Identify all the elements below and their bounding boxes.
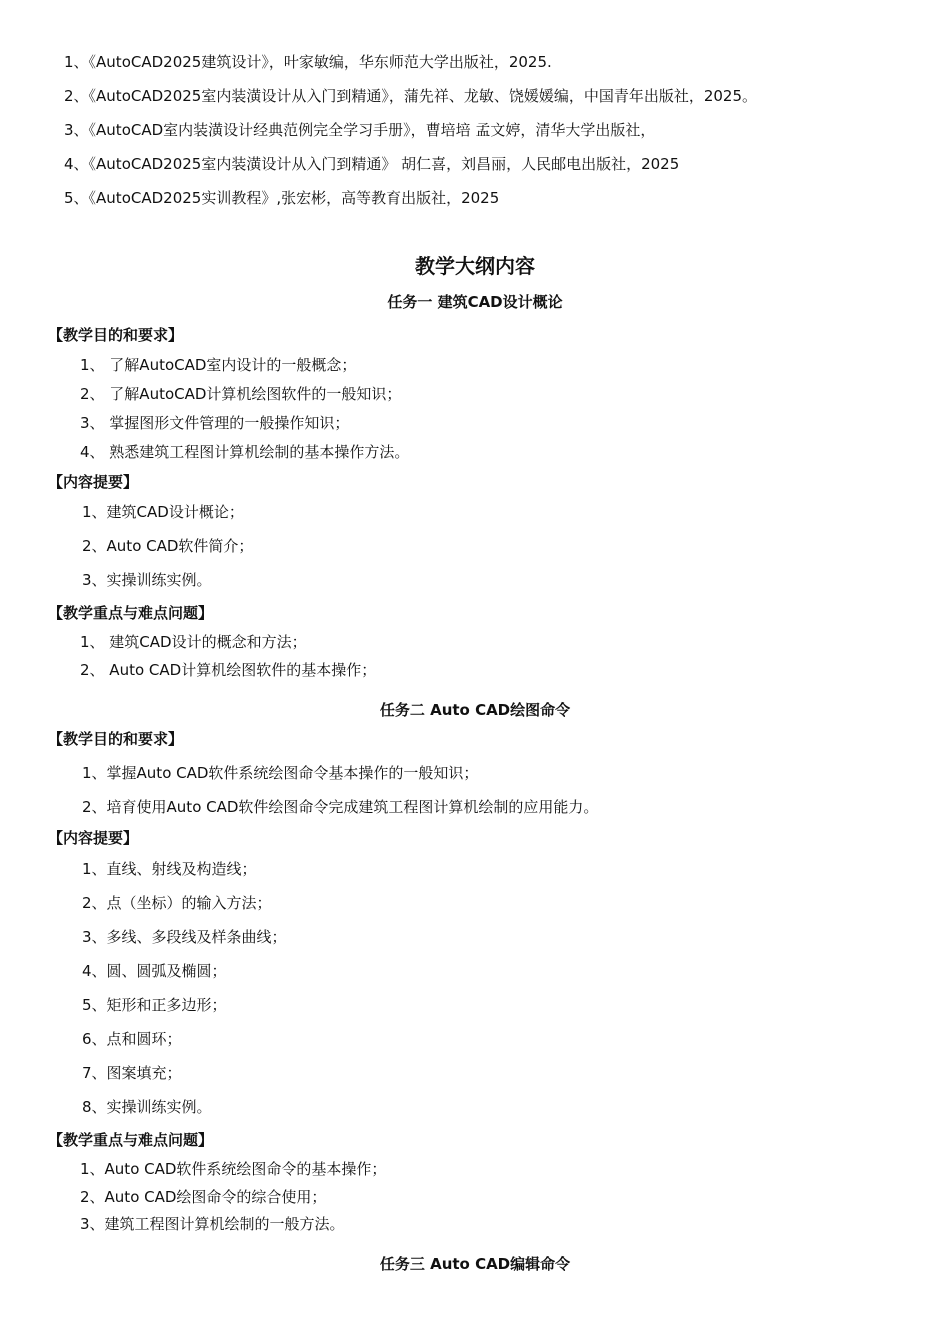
- task2-content-item: 6、点和圆环；: [82, 1030, 182, 1048]
- reference-item: 4、《AutoCAD2025室内装潢设计从入门到精通》 胡仁喜，刘昌丽，人民邮电出版社，2025: [64, 155, 680, 173]
- task2-goal-item: 1、掌握Auto CAD软件系统绘图命令基本操作的一般知识；: [82, 764, 479, 782]
- task1-key-heading: 【教学重点与难点问题】: [48, 604, 214, 622]
- task1-goal-item: 1、 了解AutoCAD室内设计的一般概念；: [80, 356, 357, 374]
- task2-content-item: 8、实操训练实例。: [82, 1098, 212, 1116]
- task2-goals-heading: 【教学目的和要求】: [48, 730, 184, 748]
- task1-goal-item: 4、 熟悉建筑工程图计算机绘制的基本操作方法。: [80, 443, 410, 461]
- reference-item: 1、《AutoCAD2025建筑设计》，叶家敏编，华东师范大学出版社，2025.: [64, 53, 552, 71]
- task2-key-item: 2、Auto CAD绘图命令的综合使用；: [80, 1188, 327, 1206]
- task2-content-heading: 【内容提要】: [48, 829, 139, 847]
- task1-content-heading: 【内容提要】: [48, 473, 139, 491]
- reference-item: 3、《AutoCAD室内装潢设计经典范例完全学习手册》，曹培培 孟文婷，清华大学出版社，: [64, 121, 656, 139]
- task2-key-heading: 【教学重点与难点问题】: [48, 1131, 214, 1149]
- task2-content-item: 1、直线、射线及构造线；: [82, 860, 257, 878]
- task2-key-item: 1、Auto CAD软件系统绘图命令的基本操作；: [80, 1160, 387, 1178]
- task1-content-item: 1、建筑CAD设计概论；: [82, 503, 244, 521]
- task2-content-item: 5、矩形和正多边形；: [82, 996, 227, 1014]
- page-title: 教学大纲内容: [415, 254, 535, 278]
- task2-content-item: 4、圆、圆弧及椭圆；: [82, 962, 227, 980]
- task1-key-item: 1、 建筑CAD设计的概念和方法；: [80, 633, 307, 651]
- task1-goal-item: 3、 掌握图形文件管理的一般操作知识；: [80, 414, 350, 432]
- task1-key-item: 2、 Auto CAD计算机绘图软件的基本操作；: [80, 661, 377, 679]
- task2-content-item: 7、图案填充；: [82, 1064, 182, 1082]
- task1-content-item: 3、实操训练实例。: [82, 571, 212, 589]
- reference-item: 2、《AutoCAD2025室内装潢设计从入门到精通》，蒲先祥、龙敏、饶媛媛编，中国青年出版社，2025。: [64, 87, 758, 105]
- task2-content-item: 3、多线、多段线及样条曲线；: [82, 928, 287, 946]
- task2-title: 任务二 Auto CAD绘图命令: [379, 701, 571, 719]
- task2-goal-item: 2、培育使用Auto CAD软件绘图命令完成建筑工程图计算机绘制的应用能力。: [82, 798, 599, 816]
- task3-title: 任务三 Auto CAD编辑命令: [379, 1255, 571, 1273]
- task1-goal-item: 2、 了解AutoCAD计算机绘图软件的一般知识；: [80, 385, 402, 403]
- task1-goals-heading: 【教学目的和要求】: [48, 326, 184, 344]
- reference-item: 5、《AutoCAD2025实训教程》,张宏彬，高等教育出版社，2025: [64, 189, 500, 207]
- task2-key-item: 3、建筑工程图计算机绘制的一般方法。: [80, 1215, 345, 1233]
- task1-content-item: 2、Auto CAD软件简介；: [82, 537, 254, 555]
- task2-content-item: 2、点（坐标）的输入方法；: [82, 894, 272, 912]
- task1-title: 任务一 建筑CAD设计概论: [387, 293, 563, 311]
